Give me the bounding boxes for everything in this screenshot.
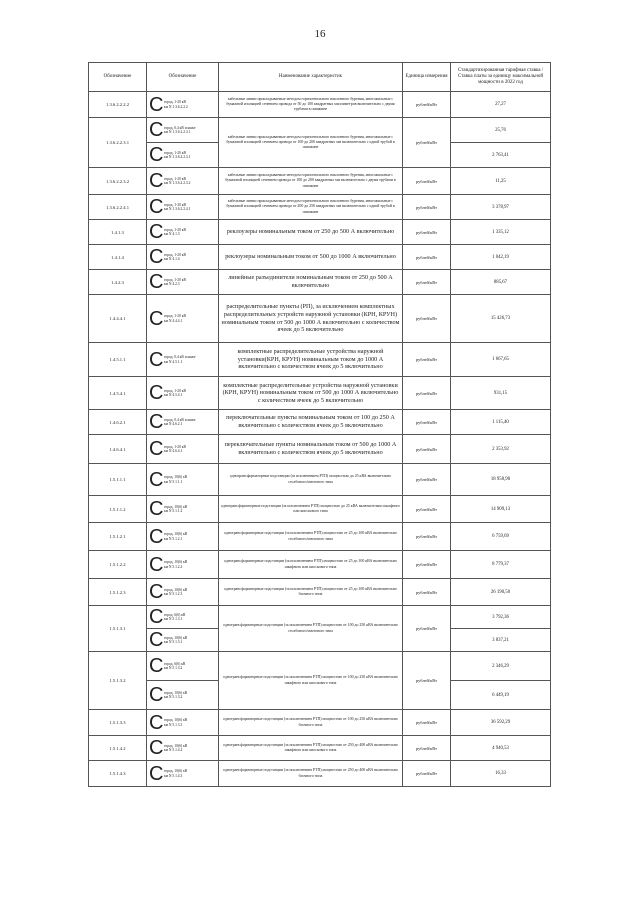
table-row <box>89 92 551 118</box>
designation-line-2: км N 5.1.4.2 <box>164 748 183 752</box>
designation-line-2: км N 1.3.6.2.2.2 <box>164 104 188 109</box>
row-value: 6 449,19 <box>451 681 551 710</box>
designation-line-1: город, 10(6) кВ <box>164 587 188 592</box>
row-name: однотрансформаторные подстанции (за исключением РТП) мощностью до 25 кВА включительно шкафного или киоскового типа <box>219 496 403 523</box>
row-code: 1.5.1.2.1 <box>89 523 147 551</box>
row-name: однотрансформаторные подстанции (за исключением РТП) мощностью от 100 до 250 кВА включительно блочного типа <box>219 710 403 736</box>
designation-line-2: км N 1.3.6.2.2.3.1 <box>164 130 191 134</box>
designation-line-1: город, 1-20 кВ <box>164 202 186 207</box>
row-value: 2 346,29 <box>451 652 551 681</box>
row-unit: рублей/кВт <box>403 761 451 787</box>
row-value: 3 837,21 <box>451 629 551 652</box>
designation-letter-icon: С <box>149 606 164 628</box>
table-row <box>89 710 551 736</box>
row-value: 8 779,37 <box>451 551 551 579</box>
row-code: 1.4.5.4.1 <box>89 377 147 410</box>
row-name: комплектные распределительные устройства наружной установки (КРН, КРУН) номинальным током от 500 до 1000 А включительно с количеством ячеек до 5 включительно <box>219 377 403 410</box>
row-unit: рублей/кВт <box>403 652 451 710</box>
row-designation <box>147 220 219 245</box>
row-code: 1.3.6.2.2.3.2 <box>89 168 147 195</box>
designation-letter-icon: С <box>149 170 164 192</box>
designation-line-1: город, 10(6) кВ <box>164 718 188 723</box>
row-value: 18 958,90 <box>451 464 551 496</box>
row-name: кабельные линии прокладываемые методом горизонтального наклонного бурения, многожильные с бумажной изоляцией сечением провода от 50 до 100 квадратных миллиметров включительно с двумя трубами в скважине <box>219 92 403 118</box>
row-unit: рублей/кВт <box>403 736 451 761</box>
designation-line-2: км N 5.1.1.1 <box>164 479 183 484</box>
row-unit: рублей/кВт <box>403 496 451 523</box>
row-name: линейные разъединители номинальным током от 250 до 500 А включительно <box>219 270 403 295</box>
header-unit: Единица измерения <box>403 63 451 92</box>
row-designation <box>147 710 219 736</box>
row-designation <box>147 435 219 464</box>
designation-letter-icon: С <box>149 196 164 218</box>
row-name: однотрансформаторные подстанции (за исключением РТП) мощностью от 25 до 100 кВА включительно столбового/мачтового типа <box>219 523 403 551</box>
designation-line-1: город, 1-20 кВ <box>164 277 186 282</box>
designation-line-2: км N 4.2.3 <box>164 282 180 286</box>
page-number: 16 <box>314 28 326 40</box>
designation-letter-icon: С <box>149 307 164 330</box>
row-value: 6 759,69 <box>451 523 551 551</box>
row-designation <box>147 523 219 551</box>
designation-letter-icon: С <box>149 655 164 677</box>
row-value: 1 667,65 <box>451 343 551 377</box>
row-code: 1.3.6.2.2.3.1 <box>89 118 147 168</box>
row-name: распределительные пункты (РП), за исключением комплектных распределительных устройств наружной установки (КРН, КРУН) номинальным током от 500 до 1000 А включительно с количеством ячеек до 5 включительно <box>219 295 403 343</box>
row-code: 1.4.2.3 <box>89 270 147 295</box>
row-unit: рублей/кВт <box>403 606 451 652</box>
table-row <box>89 245 551 270</box>
row-code: 1.5.1.2.3 <box>89 579 147 606</box>
designation-letter-icon: С <box>149 581 164 603</box>
row-value: 2 353,92 <box>451 435 551 464</box>
designation-line-2: км N 5.1.1.2 <box>164 509 183 513</box>
row-designation <box>147 195 219 220</box>
designation-line-1: город, 10(6) кВ <box>164 475 188 480</box>
designation-line-1: город, 1-20 кВ <box>164 100 186 105</box>
row-code: 1.5.1.3.3 <box>89 710 147 736</box>
designation-line-2: км N 1.3.6.2.2.3.1 <box>164 155 191 159</box>
row-unit: рублей/кВт <box>403 377 451 410</box>
row-name: однотрансформаторные подстанции (за исключением РТП) мощностью от 250 до 400 кВА включительно шкафного или киоскового типа <box>219 736 403 761</box>
row-designation <box>147 652 219 681</box>
row-designation <box>147 606 219 629</box>
designation-line-2: км N 4.1.3 <box>164 232 180 236</box>
row-designation <box>147 629 219 652</box>
row-code: 1.5.1.1.2 <box>89 496 147 523</box>
designation-line-2: км N 5.1.2.1 <box>164 536 183 541</box>
row-designation <box>147 245 219 270</box>
tariff-table <box>88 62 551 787</box>
table-row <box>89 736 551 761</box>
row-code: 1.4.1.4 <box>89 245 147 270</box>
designation-letter-icon: С <box>149 711 164 734</box>
row-value: 11,25 <box>451 168 551 195</box>
row-unit: рублей/кВт <box>403 168 451 195</box>
row-code: 1.5.1.3.1 <box>89 606 147 652</box>
row-value: 26 190,50 <box>451 579 551 606</box>
row-designation <box>147 681 219 710</box>
designation-line-2: км N 4.5.1.1 <box>164 359 183 364</box>
row-designation <box>147 761 219 787</box>
row-designation <box>147 551 219 579</box>
row-value: 1 335,12 <box>451 220 551 245</box>
designation-line-2: км N 5.1.2.3 <box>164 592 183 596</box>
designation-line-1: город, 1-20 кВ <box>164 227 186 232</box>
row-code: 1.5.1.4.2 <box>89 736 147 761</box>
designation-line-2: км N 4.6.4.1 <box>164 449 183 453</box>
designation-line-1: город, 1-20 кВ <box>164 314 186 319</box>
row-code: 1.5.1.4.3 <box>89 761 147 787</box>
header-code: Обозначение <box>89 63 147 92</box>
row-unit: рублей/кВт <box>403 343 451 377</box>
header-name: Наименование характеристик <box>219 63 403 92</box>
table-row <box>89 195 551 220</box>
row-designation <box>147 168 219 195</box>
table-row <box>89 496 551 523</box>
designation-line-1: город, 6(6) кВ <box>164 661 186 666</box>
row-designation <box>147 143 219 168</box>
designation-letter-icon: С <box>149 684 164 706</box>
row-unit: рублей/кВт <box>403 435 451 464</box>
designation-line-1: город, 1-20 кВ <box>164 252 186 257</box>
table-row <box>89 270 551 295</box>
row-name: однотрансформаторные подстанции (за исключением РТП) мощностью от 100 до 250 кВА включительно столбового/мачтового типа <box>219 606 403 652</box>
row-name: кабельные линии прокладываемые методом горизонтального наклонного бурения, многожильные с бумажной изоляцией сечением провода от 100 до 200 квадратных мм включительно с двумя трубами в скважине <box>219 168 403 195</box>
row-value: 1 042,19 <box>451 245 551 270</box>
row-unit: рублей/кВт <box>403 523 451 551</box>
row-unit: рублей/кВт <box>403 410 451 435</box>
row-value: 25,76 <box>451 118 551 143</box>
table-row <box>89 220 551 245</box>
designation-line-1: город, 1-20 кВ <box>164 176 186 181</box>
row-name: переключательные пункты номинальным током от 500 до 1000 А включительно с количеством ячеек до 5 включительно <box>219 435 403 464</box>
table-row <box>89 435 551 464</box>
designation-line-2: км N 5.1.4.3 <box>164 773 183 778</box>
header-value: Стандартизированная тарифная ставка / Ставка платы за единицу максимальной мощности в 2022 год <box>451 63 551 92</box>
designation-line-1: город, 6(6) кВ <box>164 612 186 617</box>
designation-line-2: км N 5.1.3.1 <box>164 640 183 644</box>
designation-line-2: км N 5.1.3.2 <box>164 695 183 699</box>
row-value: 16,33 <box>451 761 551 787</box>
row-code: 1.3.6.2.2.4.1 <box>89 195 147 220</box>
designation-letter-icon: С <box>149 246 164 268</box>
row-unit: рублей/кВт <box>403 551 451 579</box>
table-row <box>89 606 551 629</box>
designation-line-1: город, 1-20 кВ <box>164 388 186 393</box>
row-designation <box>147 377 219 410</box>
row-value: 15 426,73 <box>451 295 551 343</box>
designation-line-1: город, 0,4 кВ и ниже <box>164 125 196 130</box>
designation-letter-icon: С <box>149 144 164 166</box>
row-code: 1.4.6.2.1 <box>89 410 147 435</box>
designation-letter-icon: С <box>149 93 164 116</box>
designation-letter-icon: С <box>149 737 164 759</box>
designation-line-1: город, 0,4 кВ и ниже <box>164 355 196 360</box>
row-value: 1 115,40 <box>451 410 551 435</box>
designation-letter-icon: С <box>149 525 164 548</box>
designation-letter-icon: С <box>149 553 164 576</box>
designation-letter-icon: С <box>149 119 164 141</box>
row-unit: рублей/кВт <box>403 295 451 343</box>
row-unit: рублей/кВт <box>403 220 451 245</box>
designation-letter-icon: С <box>149 271 164 293</box>
table-row <box>89 343 551 377</box>
row-designation <box>147 736 219 761</box>
row-designation <box>147 343 219 377</box>
row-code: 1.4.4.4.1 <box>89 295 147 343</box>
row-unit: рублей/кВт <box>403 270 451 295</box>
designation-letter-icon: С <box>149 762 164 785</box>
table-row <box>89 551 551 579</box>
row-name: однотрансформаторные подстанции (за исключением РТП) мощностью до 25 кВА включительно столбового/мачтового типа <box>219 464 403 496</box>
designation-line-1: город, 10(6) кВ <box>164 504 188 509</box>
row-value: 3 378,97 <box>451 195 551 220</box>
header-designation: Обозначение <box>147 63 219 92</box>
table-row <box>89 579 551 606</box>
table-row <box>89 523 551 551</box>
designation-line-1: город, 0,4 кВ и ниже <box>164 417 196 422</box>
row-value: 14 909,13 <box>451 496 551 523</box>
designation-line-1: город, 1-20 кВ <box>164 444 186 449</box>
table-row <box>89 410 551 435</box>
row-name: однотрансформаторные подстанции (за исключением РТП) мощностью от 100 до 250 кВА включительно шкафного или киоскового типа <box>219 652 403 710</box>
table-body <box>89 92 551 787</box>
table-row <box>89 761 551 787</box>
row-code: 1.4.6.4.1 <box>89 435 147 464</box>
designation-line-2: км N 5.1.3.1 <box>164 617 183 621</box>
row-designation <box>147 295 219 343</box>
designation-line-1: город, 10(6) кВ <box>164 743 188 748</box>
designation-letter-icon: С <box>149 348 164 371</box>
row-name: переключательные пункты номинальным током от 100 до 250 А включительно с количеством ячеек до 5 включительно <box>219 410 403 435</box>
designation-line-1: город, 10(6) кВ <box>164 532 188 537</box>
designation-line-2: км N 4.6.2.1 <box>164 422 183 426</box>
table-header-row <box>89 63 551 92</box>
row-value: 27,27 <box>451 92 551 118</box>
designation-letter-icon: С <box>149 438 164 460</box>
row-unit: рублей/кВт <box>403 464 451 496</box>
row-name: реклоузеры номинальным током от 500 до 1000 А включительно <box>219 245 403 270</box>
table-row <box>89 652 551 681</box>
row-designation <box>147 579 219 606</box>
designation-letter-icon: С <box>149 221 164 243</box>
row-value: 931,15 <box>451 377 551 410</box>
designation-line-2: км N 1.3.6.2.2.4.1 <box>164 207 191 211</box>
designation-letter-icon: С <box>149 411 164 433</box>
row-designation <box>147 410 219 435</box>
row-name: кабельные линии прокладываемые методом горизонтального наклонного бурения, многожильные с бумажной изоляцией сечением провода от 100 до 200 квадратных мм включительно с одной трубой в скважине <box>219 118 403 168</box>
row-unit: рублей/кВт <box>403 710 451 736</box>
row-unit: рублей/кВт <box>403 245 451 270</box>
row-designation <box>147 270 219 295</box>
table-row <box>89 464 551 496</box>
designation-letter-icon: С <box>149 468 164 491</box>
designation-line-1: город, 1-20 кВ <box>164 150 186 155</box>
table-row <box>89 295 551 343</box>
row-name: однотрансформаторные подстанции (за исключением РТП) мощностью от 25 до 100 кВА включительно шкафного или киоскового типа <box>219 551 403 579</box>
row-value: 4 940,53 <box>451 736 551 761</box>
designation-line-2: км N 5.1.3.3 <box>164 722 183 727</box>
row-name: комплектные распределительные устройства наружной установки(КРН, КРУН) номинальным током до 1000 А включительно с количеством ячеек до 5 включительно <box>219 343 403 377</box>
table-row <box>89 168 551 195</box>
row-unit: рублей/кВт <box>403 195 451 220</box>
row-unit: рублей/кВт <box>403 118 451 168</box>
row-designation <box>147 464 219 496</box>
row-value: 36 592,29 <box>451 710 551 736</box>
row-designation <box>147 118 219 143</box>
designation-line-2: км N 5.1.2.2 <box>164 564 183 569</box>
designation-letter-icon: С <box>149 629 164 651</box>
designation-line-2: км N 5.1.3.2 <box>164 666 183 670</box>
designation-line-2: км N 1.3.6.2.2.3.2 <box>164 181 191 185</box>
designation-line-2: км N 4.1.4 <box>164 257 180 261</box>
table-row <box>89 118 551 143</box>
row-designation <box>147 496 219 523</box>
row-name: кабельные линии прокладываемые методом горизонтального наклонного бурения, многожильные с бумажной изоляцией сечением провода от 200 до 250 квадратных мм включительно с одной трубой в скважине <box>219 195 403 220</box>
row-code: 1.5.1.1.1 <box>89 464 147 496</box>
row-name: однотрансформаторные подстанции (за исключением РТП) мощностью от 250 до 400 кВА включительно блочного типа <box>219 761 403 787</box>
designation-line-2: км N 4.4.4.1 <box>164 318 183 323</box>
row-value: 885,67 <box>451 270 551 295</box>
designation-letter-icon: С <box>149 498 164 520</box>
row-name: реклоузеры номинальным током от 250 до 500 А включительно <box>219 220 403 245</box>
row-name: однотрансформаторные подстанции (за исключением РТП) мощностью от 25 до 100 кВА включительно блочного типа <box>219 579 403 606</box>
designation-letter-icon: С <box>149 382 164 404</box>
table-row <box>89 377 551 410</box>
designation-line-1: город, 10(6) кВ <box>164 560 188 565</box>
row-designation <box>147 92 219 118</box>
row-unit: рублей/кВт <box>403 579 451 606</box>
row-code: 1.4.5.1.1 <box>89 343 147 377</box>
row-unit: рублей/кВт <box>403 92 451 118</box>
row-code: 1.5.1.2.2 <box>89 551 147 579</box>
row-code: 1.5.1.3.2 <box>89 652 147 710</box>
row-value: 2 763,41 <box>451 143 551 168</box>
row-value: 3 792,36 <box>451 606 551 629</box>
designation-line-1: город, 10(6) кВ <box>164 769 188 774</box>
designation-line-1: город, 10(6) кВ <box>164 690 188 695</box>
row-code: 1.3.6.2.2.2.2 <box>89 92 147 118</box>
designation-line-1: город, 10(6) кВ <box>164 635 188 640</box>
row-code: 1.4.1.3 <box>89 220 147 245</box>
designation-line-2: км N 4.5.4.1 <box>164 393 183 397</box>
